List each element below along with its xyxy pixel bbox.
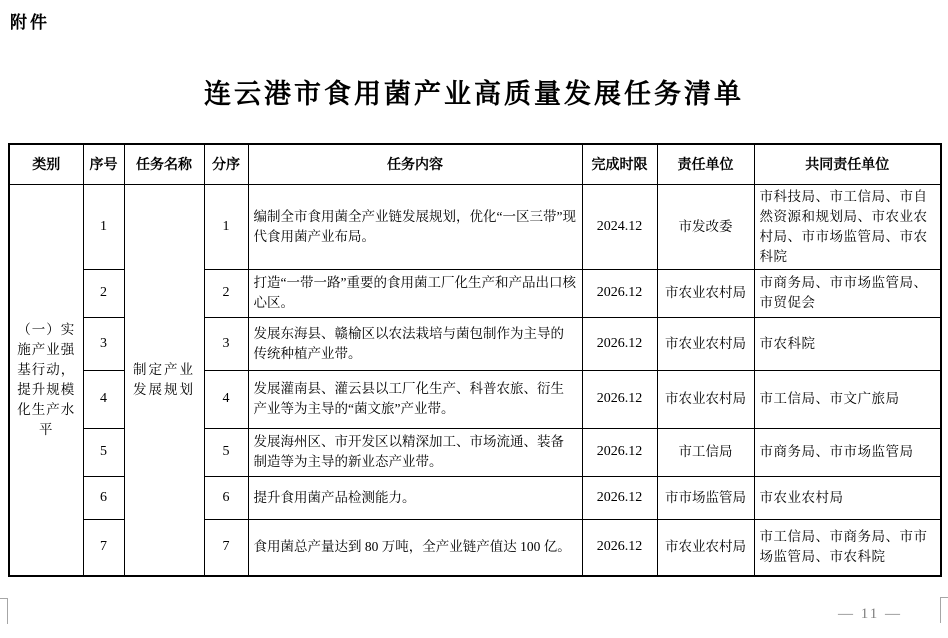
cell-sub-seq: 5 <box>204 428 248 476</box>
cell-seq: 5 <box>83 428 124 476</box>
cell-content: 发展海州区、市开发区以精深加工、市场流通、装备制造等为主导的新业态产业带。 <box>248 428 582 476</box>
cell-responsible: 市农业农村局 <box>657 519 754 576</box>
cell-responsible: 市农业农村局 <box>657 269 754 317</box>
cell-seq: 7 <box>83 519 124 576</box>
cell-responsible: 市农业农村局 <box>657 317 754 370</box>
attachment-label: 附件 <box>10 13 50 32</box>
header-content: 任务内容 <box>248 144 582 184</box>
header-responsible: 责任单位 <box>657 144 754 184</box>
cell-sub-seq: 1 <box>204 184 248 269</box>
cell-responsible: 市农业农村局 <box>657 370 754 428</box>
cell-responsible: 市市场监管局 <box>657 476 754 519</box>
page-number: — 11 — <box>838 606 902 622</box>
cell-seq: 4 <box>83 370 124 428</box>
cell-sub-seq: 7 <box>204 519 248 576</box>
cell-content: 食用菌总产量达到 80 万吨，全产业链产值达 100 亿。 <box>248 519 582 576</box>
cell-sub-seq: 4 <box>204 370 248 428</box>
cell-content: 编制全市食用菌全产业链发展规划，优化“一区三带”现代食用菌产业布局。 <box>248 184 582 269</box>
cell-sub-seq: 3 <box>204 317 248 370</box>
cell-seq: 6 <box>83 476 124 519</box>
page-margin-mark-bottom-left <box>0 598 8 624</box>
cell-category: （一）实施产业强基行动，提升规模化生产水平 <box>9 184 83 576</box>
table-row <box>9 184 941 269</box>
cell-co-responsible: 市商务局、市市场监管局 <box>754 428 941 476</box>
cell-co-responsible: 市农业农村局 <box>754 476 941 519</box>
header-co-responsible: 共同责任单位 <box>754 144 941 184</box>
cell-content: 发展灌南县、灌云县以工厂化生产、科普农旅、衍生产业等为主导的“菌文旅”产业带。 <box>248 370 582 428</box>
cell-content: 发展东海县、赣榆区以农法栽培与菌包制作为主导的传统种植产业带。 <box>248 317 582 370</box>
cell-co-responsible: 市工信局、市文广旅局 <box>754 370 941 428</box>
cell-deadline: 2026.12 <box>582 428 657 476</box>
cell-seq: 3 <box>83 317 124 370</box>
page-title: 连云港市食用菌产业高质量发展任务清单 <box>204 79 744 109</box>
cell-co-responsible: 市工信局、市商务局、市市场监管局、市农科院 <box>754 519 941 576</box>
header-category: 类别 <box>9 144 83 184</box>
header-deadline: 完成时限 <box>582 144 657 184</box>
task-table <box>8 143 942 577</box>
table-header-row <box>9 144 941 184</box>
cell-responsible: 市工信局 <box>657 428 754 476</box>
cell-deadline: 2026.12 <box>582 476 657 519</box>
cell-seq: 1 <box>83 184 124 269</box>
cell-deadline: 2026.12 <box>582 269 657 317</box>
cell-responsible: 市发改委 <box>657 184 754 269</box>
cell-co-responsible: 市商务局、市市场监管局、市贸促会 <box>754 269 941 317</box>
page-margin-mark-bottom-right <box>940 597 948 623</box>
cell-deadline: 2024.12 <box>582 184 657 269</box>
cell-task-name: 制定产业发展规划 <box>124 184 204 576</box>
cell-deadline: 2026.12 <box>582 370 657 428</box>
cell-seq: 2 <box>83 269 124 317</box>
cell-sub-seq: 2 <box>204 269 248 317</box>
cell-content: 提升食用菌产品检测能力。 <box>248 476 582 519</box>
header-seq: 序号 <box>83 144 124 184</box>
cell-content: 打造“一带一路”重要的食用菌工厂化生产和产品出口核心区。 <box>248 269 582 317</box>
header-task-name: 任务名称 <box>124 144 204 184</box>
header-sub-seq: 分序 <box>204 144 248 184</box>
cell-co-responsible: 市科技局、市工信局、市自然资源和规划局、市农业农村局、市市场监管局、市农科院 <box>754 184 941 269</box>
cell-sub-seq: 6 <box>204 476 248 519</box>
cell-co-responsible: 市农科院 <box>754 317 941 370</box>
cell-deadline: 2026.12 <box>582 519 657 576</box>
cell-deadline: 2026.12 <box>582 317 657 370</box>
